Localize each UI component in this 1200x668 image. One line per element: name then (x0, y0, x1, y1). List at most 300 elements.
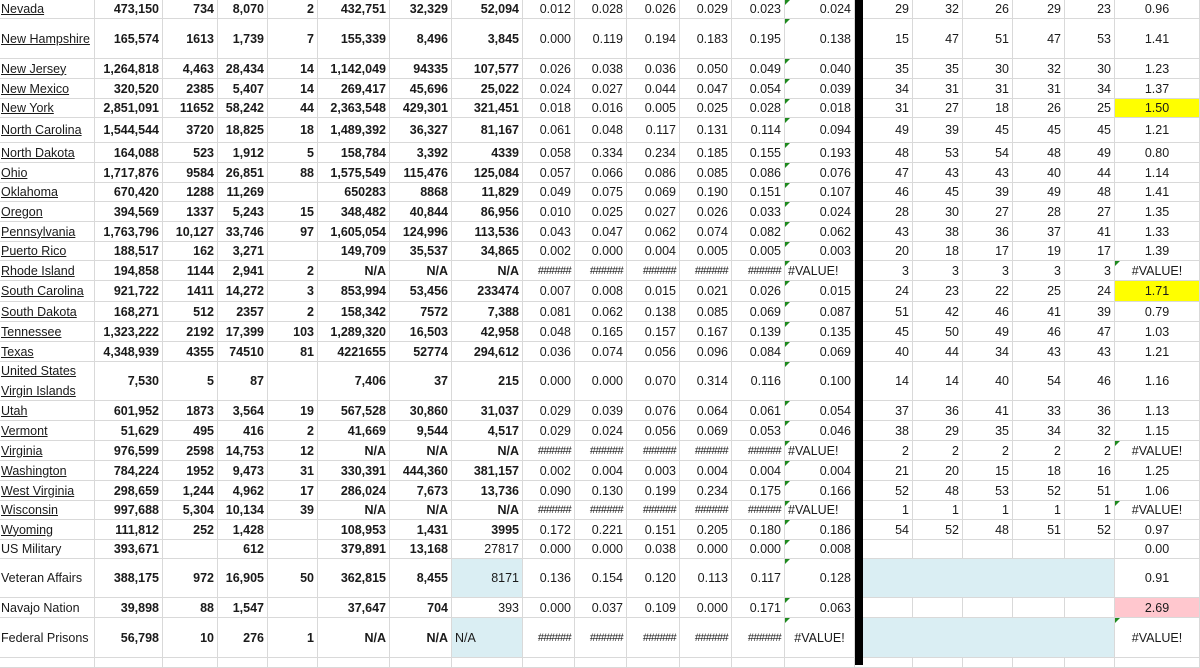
data-cell-f[interactable] (318, 481, 390, 500)
data-cell-k[interactable] (627, 118, 680, 142)
data-cell-g[interactable] (390, 302, 452, 321)
data-cell-o[interactable] (863, 540, 913, 558)
data-cell-t[interactable] (1115, 99, 1200, 117)
data-cell-d[interactable] (218, 222, 268, 241)
data-cell-d[interactable] (218, 99, 268, 117)
data-cell-r[interactable] (1013, 163, 1065, 182)
data-cell-s[interactable] (1065, 0, 1115, 18)
data-cell-n[interactable] (785, 202, 855, 221)
data-cell-k[interactable] (627, 143, 680, 162)
data-cell-q[interactable] (963, 118, 1013, 142)
data-cell-r[interactable] (1013, 441, 1065, 460)
data-cell-o[interactable] (863, 461, 913, 480)
data-cell-d[interactable] (218, 163, 268, 182)
data-cell-s[interactable] (1065, 302, 1115, 321)
data-cell-b[interactable] (95, 202, 163, 221)
data-cell-f[interactable] (318, 520, 390, 539)
data-cell-b[interactable] (95, 99, 163, 117)
data-cell-f[interactable] (318, 618, 390, 657)
data-cell-h[interactable] (452, 0, 523, 18)
data-cell-h[interactable] (452, 163, 523, 182)
data-cell-m[interactable] (732, 421, 785, 440)
data-cell-b[interactable] (95, 261, 163, 280)
data-cell-e[interactable] (268, 441, 318, 460)
data-cell-g[interactable] (390, 59, 452, 78)
data-cell-f[interactable] (318, 322, 390, 341)
data-cell-p[interactable] (913, 281, 963, 301)
data-cell-k[interactable] (627, 322, 680, 341)
data-cell-j[interactable] (575, 281, 627, 301)
data-cell-r[interactable] (1013, 242, 1065, 260)
data-cell-h[interactable] (452, 342, 523, 361)
row-label-cell[interactable] (0, 441, 95, 460)
data-cell-m[interactable] (732, 79, 785, 98)
data-cell-n[interactable] (785, 281, 855, 301)
data-cell-f[interactable] (318, 342, 390, 361)
data-cell-b[interactable] (95, 322, 163, 341)
data-cell-g[interactable] (390, 342, 452, 361)
data-cell-c[interactable] (163, 261, 218, 280)
data-cell-p[interactable] (913, 222, 963, 241)
data-cell-o[interactable] (863, 202, 913, 221)
data-cell-m[interactable] (732, 281, 785, 301)
data-cell-p[interactable] (913, 79, 963, 98)
data-cell-i[interactable] (523, 322, 575, 341)
data-cell-g[interactable] (390, 0, 452, 18)
data-cell-e[interactable] (268, 559, 318, 597)
data-cell-s[interactable] (1065, 461, 1115, 480)
data-cell-i[interactable] (523, 0, 575, 18)
data-cell-n[interactable] (785, 143, 855, 162)
data-cell-s[interactable] (1065, 59, 1115, 78)
data-cell-t[interactable] (1115, 59, 1200, 78)
data-cell-m[interactable] (732, 501, 785, 519)
data-cell-g[interactable] (390, 143, 452, 162)
data-cell-b[interactable] (95, 540, 163, 558)
row-label-cell[interactable] (0, 520, 95, 539)
data-cell-q[interactable] (963, 401, 1013, 420)
data-cell-g[interactable] (390, 79, 452, 98)
data-cell-j[interactable] (575, 79, 627, 98)
data-cell-q[interactable] (963, 242, 1013, 260)
data-cell-l[interactable] (680, 421, 732, 440)
data-cell-j[interactable] (575, 598, 627, 617)
data-cell-k[interactable] (627, 618, 680, 657)
data-cell-c[interactable] (163, 242, 218, 260)
data-cell-q[interactable] (963, 19, 1013, 58)
data-cell-b[interactable] (95, 118, 163, 142)
data-cell-n[interactable] (785, 342, 855, 361)
data-cell-e[interactable] (268, 242, 318, 260)
data-cell-m[interactable] (732, 118, 785, 142)
data-cell-e[interactable] (268, 302, 318, 321)
row-label-cell[interactable] (0, 118, 95, 142)
data-cell-p[interactable] (913, 0, 963, 18)
data-cell-b[interactable] (95, 242, 163, 260)
data-cell-g[interactable] (390, 362, 452, 400)
data-cell-c[interactable] (163, 401, 218, 420)
row-label-cell[interactable] (0, 362, 95, 400)
data-cell-t[interactable] (1115, 598, 1200, 617)
data-cell-f[interactable] (318, 19, 390, 58)
data-cell-e[interactable] (268, 540, 318, 558)
row-label-cell[interactable] (0, 658, 95, 667)
data-cell-g[interactable] (390, 163, 452, 182)
data-cell-s[interactable] (1065, 559, 1115, 597)
data-cell-m[interactable] (732, 143, 785, 162)
data-cell-q[interactable] (963, 183, 1013, 201)
data-cell-o[interactable] (863, 59, 913, 78)
data-cell-k[interactable] (627, 79, 680, 98)
data-cell-c[interactable] (163, 520, 218, 539)
data-cell-m[interactable] (732, 520, 785, 539)
data-cell-c[interactable] (163, 183, 218, 201)
data-cell-l[interactable] (680, 163, 732, 182)
data-cell-r[interactable] (1013, 598, 1065, 617)
data-cell-o[interactable] (863, 163, 913, 182)
data-cell-c[interactable] (163, 658, 218, 667)
data-cell-c[interactable] (163, 59, 218, 78)
data-cell-j[interactable] (575, 559, 627, 597)
row-label-cell[interactable] (0, 461, 95, 480)
data-cell-b[interactable] (95, 302, 163, 321)
data-cell-p[interactable] (913, 59, 963, 78)
data-cell-b[interactable] (95, 461, 163, 480)
data-cell-t[interactable] (1115, 540, 1200, 558)
data-cell-q[interactable] (963, 261, 1013, 280)
data-cell-f[interactable] (318, 401, 390, 420)
data-cell-p[interactable] (913, 362, 963, 400)
data-cell-g[interactable] (390, 501, 452, 519)
data-cell-c[interactable] (163, 143, 218, 162)
data-cell-t[interactable] (1115, 481, 1200, 500)
data-cell-h[interactable] (452, 501, 523, 519)
data-cell-c[interactable] (163, 202, 218, 221)
data-cell-e[interactable] (268, 401, 318, 420)
data-cell-b[interactable] (95, 183, 163, 201)
data-cell-l[interactable] (680, 401, 732, 420)
data-cell-q[interactable] (963, 598, 1013, 617)
data-cell-t[interactable] (1115, 0, 1200, 18)
data-cell-c[interactable] (163, 0, 218, 18)
data-cell-p[interactable] (913, 559, 963, 597)
data-cell-f[interactable] (318, 202, 390, 221)
data-cell-h[interactable] (452, 99, 523, 117)
data-cell-g[interactable] (390, 281, 452, 301)
data-cell-m[interactable] (732, 19, 785, 58)
data-cell-g[interactable] (390, 618, 452, 657)
data-cell-e[interactable] (268, 222, 318, 241)
data-cell-q[interactable] (963, 501, 1013, 519)
data-cell-g[interactable] (390, 242, 452, 260)
data-cell-i[interactable] (523, 598, 575, 617)
data-cell-k[interactable] (627, 540, 680, 558)
data-cell-p[interactable] (913, 501, 963, 519)
data-cell-f[interactable] (318, 183, 390, 201)
data-cell-p[interactable] (913, 421, 963, 440)
data-cell-e[interactable] (268, 0, 318, 18)
data-cell-b[interactable] (95, 658, 163, 667)
data-cell-d[interactable] (218, 261, 268, 280)
data-cell-n[interactable] (785, 242, 855, 260)
data-cell-n[interactable] (785, 183, 855, 201)
data-cell-r[interactable] (1013, 183, 1065, 201)
data-cell-f[interactable] (318, 0, 390, 18)
data-cell-n[interactable] (785, 118, 855, 142)
row-label-cell[interactable] (0, 261, 95, 280)
data-cell-r[interactable] (1013, 342, 1065, 361)
data-cell-m[interactable] (732, 401, 785, 420)
data-cell-m[interactable] (732, 481, 785, 500)
row-label-cell[interactable] (0, 421, 95, 440)
data-cell-q[interactable] (963, 79, 1013, 98)
data-cell-d[interactable] (218, 461, 268, 480)
data-cell-j[interactable] (575, 658, 627, 667)
data-cell-r[interactable] (1013, 658, 1065, 667)
data-cell-q[interactable] (963, 163, 1013, 182)
data-cell-p[interactable] (913, 242, 963, 260)
data-cell-q[interactable] (963, 99, 1013, 117)
data-cell-h[interactable] (452, 143, 523, 162)
row-label-cell[interactable] (0, 222, 95, 241)
data-cell-c[interactable] (163, 302, 218, 321)
data-cell-g[interactable] (390, 202, 452, 221)
data-cell-b[interactable] (95, 19, 163, 58)
data-cell-i[interactable] (523, 540, 575, 558)
data-cell-p[interactable] (913, 19, 963, 58)
data-cell-b[interactable] (95, 222, 163, 241)
data-cell-k[interactable] (627, 501, 680, 519)
data-cell-n[interactable] (785, 461, 855, 480)
data-cell-s[interactable] (1065, 598, 1115, 617)
data-cell-e[interactable] (268, 421, 318, 440)
data-cell-r[interactable] (1013, 362, 1065, 400)
data-cell-b[interactable] (95, 401, 163, 420)
data-cell-r[interactable] (1013, 261, 1065, 280)
data-cell-c[interactable] (163, 342, 218, 361)
data-cell-k[interactable] (627, 441, 680, 460)
data-cell-s[interactable] (1065, 441, 1115, 460)
data-cell-m[interactable] (732, 163, 785, 182)
data-cell-k[interactable] (627, 242, 680, 260)
data-cell-n[interactable] (785, 59, 855, 78)
data-cell-f[interactable] (318, 118, 390, 142)
data-cell-g[interactable] (390, 559, 452, 597)
data-cell-l[interactable] (680, 618, 732, 657)
data-cell-d[interactable] (218, 401, 268, 420)
data-cell-r[interactable] (1013, 501, 1065, 519)
row-label-cell[interactable] (0, 540, 95, 558)
data-cell-f[interactable] (318, 261, 390, 280)
data-cell-s[interactable] (1065, 163, 1115, 182)
data-cell-d[interactable] (218, 421, 268, 440)
data-cell-c[interactable] (163, 559, 218, 597)
data-cell-k[interactable] (627, 598, 680, 617)
data-cell-q[interactable] (963, 202, 1013, 221)
data-cell-h[interactable] (452, 461, 523, 480)
data-cell-r[interactable] (1013, 421, 1065, 440)
data-cell-d[interactable] (218, 501, 268, 519)
data-cell-f[interactable] (318, 242, 390, 260)
data-cell-d[interactable] (218, 302, 268, 321)
data-cell-o[interactable] (863, 0, 913, 18)
data-cell-b[interactable] (95, 79, 163, 98)
data-cell-c[interactable] (163, 501, 218, 519)
data-cell-n[interactable] (785, 441, 855, 460)
data-cell-q[interactable] (963, 362, 1013, 400)
data-cell-o[interactable] (863, 281, 913, 301)
data-cell-j[interactable] (575, 261, 627, 280)
row-label-cell[interactable] (0, 79, 95, 98)
data-cell-e[interactable] (268, 202, 318, 221)
data-cell-g[interactable] (390, 540, 452, 558)
data-cell-l[interactable] (680, 118, 732, 142)
data-cell-q[interactable] (963, 658, 1013, 667)
data-cell-i[interactable] (523, 19, 575, 58)
data-cell-i[interactable] (523, 501, 575, 519)
data-cell-m[interactable] (732, 658, 785, 667)
data-cell-s[interactable] (1065, 19, 1115, 58)
data-cell-i[interactable] (523, 281, 575, 301)
data-cell-n[interactable] (785, 322, 855, 341)
data-cell-r[interactable] (1013, 99, 1065, 117)
data-cell-l[interactable] (680, 59, 732, 78)
data-cell-p[interactable] (913, 481, 963, 500)
data-cell-e[interactable] (268, 461, 318, 480)
data-cell-t[interactable] (1115, 242, 1200, 260)
data-cell-s[interactable] (1065, 322, 1115, 341)
data-cell-p[interactable] (913, 618, 963, 657)
data-cell-p[interactable] (913, 163, 963, 182)
data-cell-c[interactable] (163, 461, 218, 480)
data-cell-n[interactable] (785, 598, 855, 617)
data-cell-g[interactable] (390, 118, 452, 142)
data-cell-j[interactable] (575, 520, 627, 539)
data-cell-i[interactable] (523, 163, 575, 182)
data-cell-s[interactable] (1065, 222, 1115, 241)
data-cell-k[interactable] (627, 481, 680, 500)
data-cell-l[interactable] (680, 99, 732, 117)
data-cell-t[interactable] (1115, 79, 1200, 98)
data-cell-m[interactable] (732, 302, 785, 321)
data-cell-n[interactable] (785, 362, 855, 400)
data-cell-m[interactable] (732, 441, 785, 460)
data-cell-q[interactable] (963, 59, 1013, 78)
data-cell-d[interactable] (218, 242, 268, 260)
data-cell-k[interactable] (627, 222, 680, 241)
data-cell-k[interactable] (627, 261, 680, 280)
data-cell-k[interactable] (627, 520, 680, 539)
data-cell-l[interactable] (680, 481, 732, 500)
data-cell-e[interactable] (268, 59, 318, 78)
data-cell-c[interactable] (163, 322, 218, 341)
data-cell-b[interactable] (95, 0, 163, 18)
data-cell-s[interactable] (1065, 362, 1115, 400)
data-cell-e[interactable] (268, 342, 318, 361)
data-cell-i[interactable] (523, 481, 575, 500)
data-cell-f[interactable] (318, 79, 390, 98)
data-cell-f[interactable] (318, 59, 390, 78)
data-cell-e[interactable] (268, 143, 318, 162)
data-cell-r[interactable] (1013, 520, 1065, 539)
data-cell-g[interactable] (390, 421, 452, 440)
data-cell-m[interactable] (732, 59, 785, 78)
data-cell-l[interactable] (680, 598, 732, 617)
data-cell-h[interactable] (452, 618, 523, 657)
data-cell-s[interactable] (1065, 79, 1115, 98)
data-cell-j[interactable] (575, 143, 627, 162)
data-cell-k[interactable] (627, 401, 680, 420)
data-cell-i[interactable] (523, 520, 575, 539)
data-cell-k[interactable] (627, 202, 680, 221)
data-cell-o[interactable] (863, 302, 913, 321)
data-cell-d[interactable] (218, 540, 268, 558)
data-cell-h[interactable] (452, 540, 523, 558)
data-cell-p[interactable] (913, 540, 963, 558)
data-cell-g[interactable] (390, 461, 452, 480)
data-cell-d[interactable] (218, 322, 268, 341)
data-cell-e[interactable] (268, 183, 318, 201)
data-cell-m[interactable] (732, 261, 785, 280)
data-cell-e[interactable] (268, 322, 318, 341)
data-cell-g[interactable] (390, 441, 452, 460)
data-cell-e[interactable] (268, 163, 318, 182)
data-cell-l[interactable] (680, 242, 732, 260)
data-cell-r[interactable] (1013, 540, 1065, 558)
data-cell-q[interactable] (963, 461, 1013, 480)
data-cell-m[interactable] (732, 342, 785, 361)
data-cell-h[interactable] (452, 79, 523, 98)
data-cell-q[interactable] (963, 143, 1013, 162)
data-cell-d[interactable] (218, 143, 268, 162)
data-cell-q[interactable] (963, 540, 1013, 558)
data-cell-o[interactable] (863, 242, 913, 260)
data-cell-d[interactable] (218, 362, 268, 400)
data-cell-t[interactable] (1115, 658, 1200, 667)
data-cell-h[interactable] (452, 242, 523, 260)
data-cell-r[interactable] (1013, 143, 1065, 162)
data-cell-i[interactable] (523, 143, 575, 162)
data-cell-l[interactable] (680, 501, 732, 519)
data-cell-h[interactable] (452, 598, 523, 617)
data-cell-p[interactable] (913, 441, 963, 460)
data-cell-r[interactable] (1013, 19, 1065, 58)
data-cell-k[interactable] (627, 421, 680, 440)
data-cell-q[interactable] (963, 559, 1013, 597)
data-cell-s[interactable] (1065, 202, 1115, 221)
data-cell-l[interactable] (680, 658, 732, 667)
data-cell-b[interactable] (95, 481, 163, 500)
data-cell-h[interactable] (452, 441, 523, 460)
data-cell-l[interactable] (680, 342, 732, 361)
data-cell-r[interactable] (1013, 202, 1065, 221)
data-cell-n[interactable] (785, 19, 855, 58)
data-cell-h[interactable] (452, 202, 523, 221)
data-cell-h[interactable] (452, 19, 523, 58)
data-cell-i[interactable] (523, 362, 575, 400)
data-cell-o[interactable] (863, 559, 913, 597)
data-cell-p[interactable] (913, 183, 963, 201)
data-cell-c[interactable] (163, 281, 218, 301)
data-cell-j[interactable] (575, 183, 627, 201)
data-cell-g[interactable] (390, 322, 452, 341)
row-label-cell[interactable] (0, 302, 95, 321)
row-label-cell[interactable] (0, 598, 95, 617)
data-cell-t[interactable] (1115, 441, 1200, 460)
data-cell-e[interactable] (268, 618, 318, 657)
data-cell-s[interactable] (1065, 143, 1115, 162)
data-cell-k[interactable] (627, 559, 680, 597)
